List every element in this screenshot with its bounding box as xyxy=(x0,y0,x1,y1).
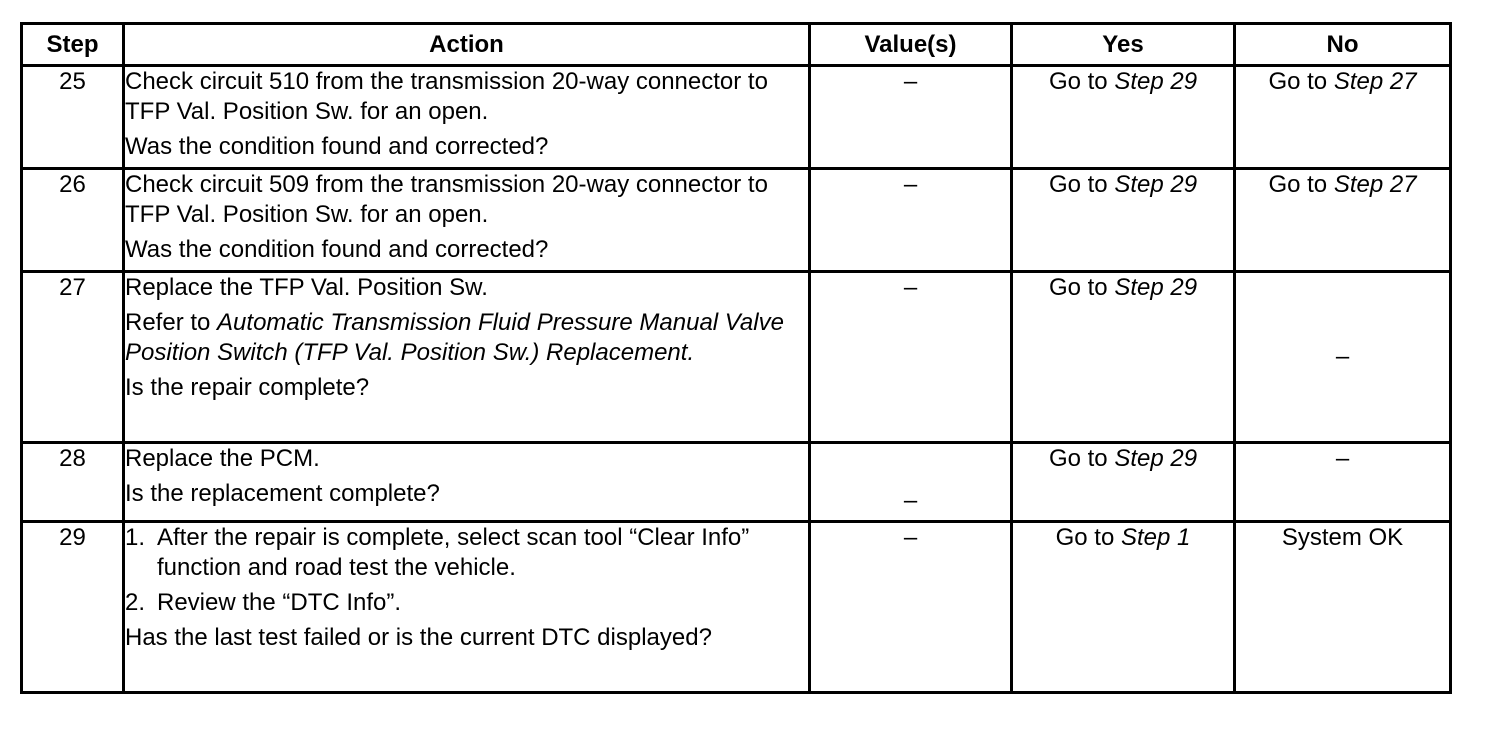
header-values: Value(s) xyxy=(810,24,1012,66)
step-number: 25 xyxy=(22,66,124,169)
action-reference xyxy=(125,308,808,368)
header-step: Step xyxy=(22,24,124,66)
yes-cell xyxy=(1012,443,1235,522)
value-cell: – xyxy=(810,169,1012,272)
yes-prefix: Go to xyxy=(1048,274,1115,301)
yes-step-link[interactable]: Step 29 xyxy=(1114,171,1198,198)
item-text: Review the “DTC Info”. xyxy=(157,589,402,616)
table-row xyxy=(22,443,1451,522)
no-step-link[interactable]: Step 27 xyxy=(1333,171,1417,198)
step-number: 29 xyxy=(22,522,124,693)
yes-step-link[interactable]: Step 29 xyxy=(1114,445,1198,472)
action-cell xyxy=(124,522,810,693)
yes-cell xyxy=(1012,522,1235,693)
yes-prefix: Go to xyxy=(1055,524,1121,551)
yes-step-link[interactable]: Step 29 xyxy=(1114,68,1198,95)
no-step-link[interactable]: Step 27 xyxy=(1333,68,1417,95)
action-text: Replace the TFP Val. Position Sw. xyxy=(125,274,488,301)
action-question: Has the last test failed or is the current DTC displayed? xyxy=(125,624,712,651)
item-number: 2. xyxy=(125,589,146,616)
numbered-item xyxy=(125,523,808,583)
no-cell xyxy=(1235,169,1451,272)
step-number: 26 xyxy=(22,169,124,272)
yes-prefix: Go to xyxy=(1048,68,1115,95)
table-row xyxy=(22,522,1451,693)
no-cell: – xyxy=(1235,272,1451,443)
header-action: Action xyxy=(124,24,810,66)
action-cell xyxy=(124,169,810,272)
reference-prefix: Refer to xyxy=(125,309,218,336)
table-row xyxy=(22,66,1451,169)
value-cell: – xyxy=(810,443,1012,522)
header-row xyxy=(22,24,1451,66)
action-text: Check circuit 510 from the transmission 20-way connector to TFP Val. Position Sw. for an open. xyxy=(125,68,768,125)
item-text: After the repair is complete, select scan tool “Clear Info” function and road test the vehicle. xyxy=(157,524,750,581)
diagnostic-table xyxy=(20,22,1452,694)
value-cell: – xyxy=(810,66,1012,169)
step-number: 28 xyxy=(22,443,124,522)
yes-cell xyxy=(1012,169,1235,272)
no-cell xyxy=(1235,66,1451,169)
yes-cell xyxy=(1012,272,1235,443)
action-text: Replace the PCM. xyxy=(125,445,320,472)
action-question: Is the replacement complete? xyxy=(125,480,440,507)
no-cell: System OK xyxy=(1235,522,1451,693)
header-yes: Yes xyxy=(1012,24,1235,66)
numbered-item xyxy=(125,588,808,618)
header-no: No xyxy=(1235,24,1451,66)
item-number: 1. xyxy=(125,524,146,551)
yes-prefix: Go to xyxy=(1048,445,1115,472)
yes-step-link[interactable]: Step 29 xyxy=(1114,274,1198,301)
action-text: Check circuit 509 from the transmission 20-way connector to TFP Val. Position Sw. for an open. xyxy=(125,171,768,228)
value-cell: – xyxy=(810,522,1012,693)
action-cell xyxy=(124,272,810,443)
action-cell xyxy=(124,66,810,169)
no-prefix: Go to xyxy=(1268,171,1334,198)
yes-step-link[interactable]: Step 1 xyxy=(1120,524,1191,551)
yes-cell xyxy=(1012,66,1235,169)
no-prefix: Go to xyxy=(1268,68,1334,95)
action-question: Is the repair complete? xyxy=(125,374,370,401)
table-row xyxy=(22,169,1451,272)
yes-prefix: Go to xyxy=(1048,171,1115,198)
action-question: Was the condition found and corrected? xyxy=(125,236,549,263)
table-row xyxy=(22,272,1451,443)
value-cell: – xyxy=(810,272,1012,443)
reference-link[interactable]: Automatic Transmission Fluid Pressure Manual Valve Position Switch (TFP Val. Position Sw.) Replacement. xyxy=(125,309,784,366)
no-cell: – xyxy=(1235,443,1451,522)
step-number: 27 xyxy=(22,272,124,443)
action-cell xyxy=(124,443,810,522)
action-question: Was the condition found and corrected? xyxy=(125,133,549,160)
